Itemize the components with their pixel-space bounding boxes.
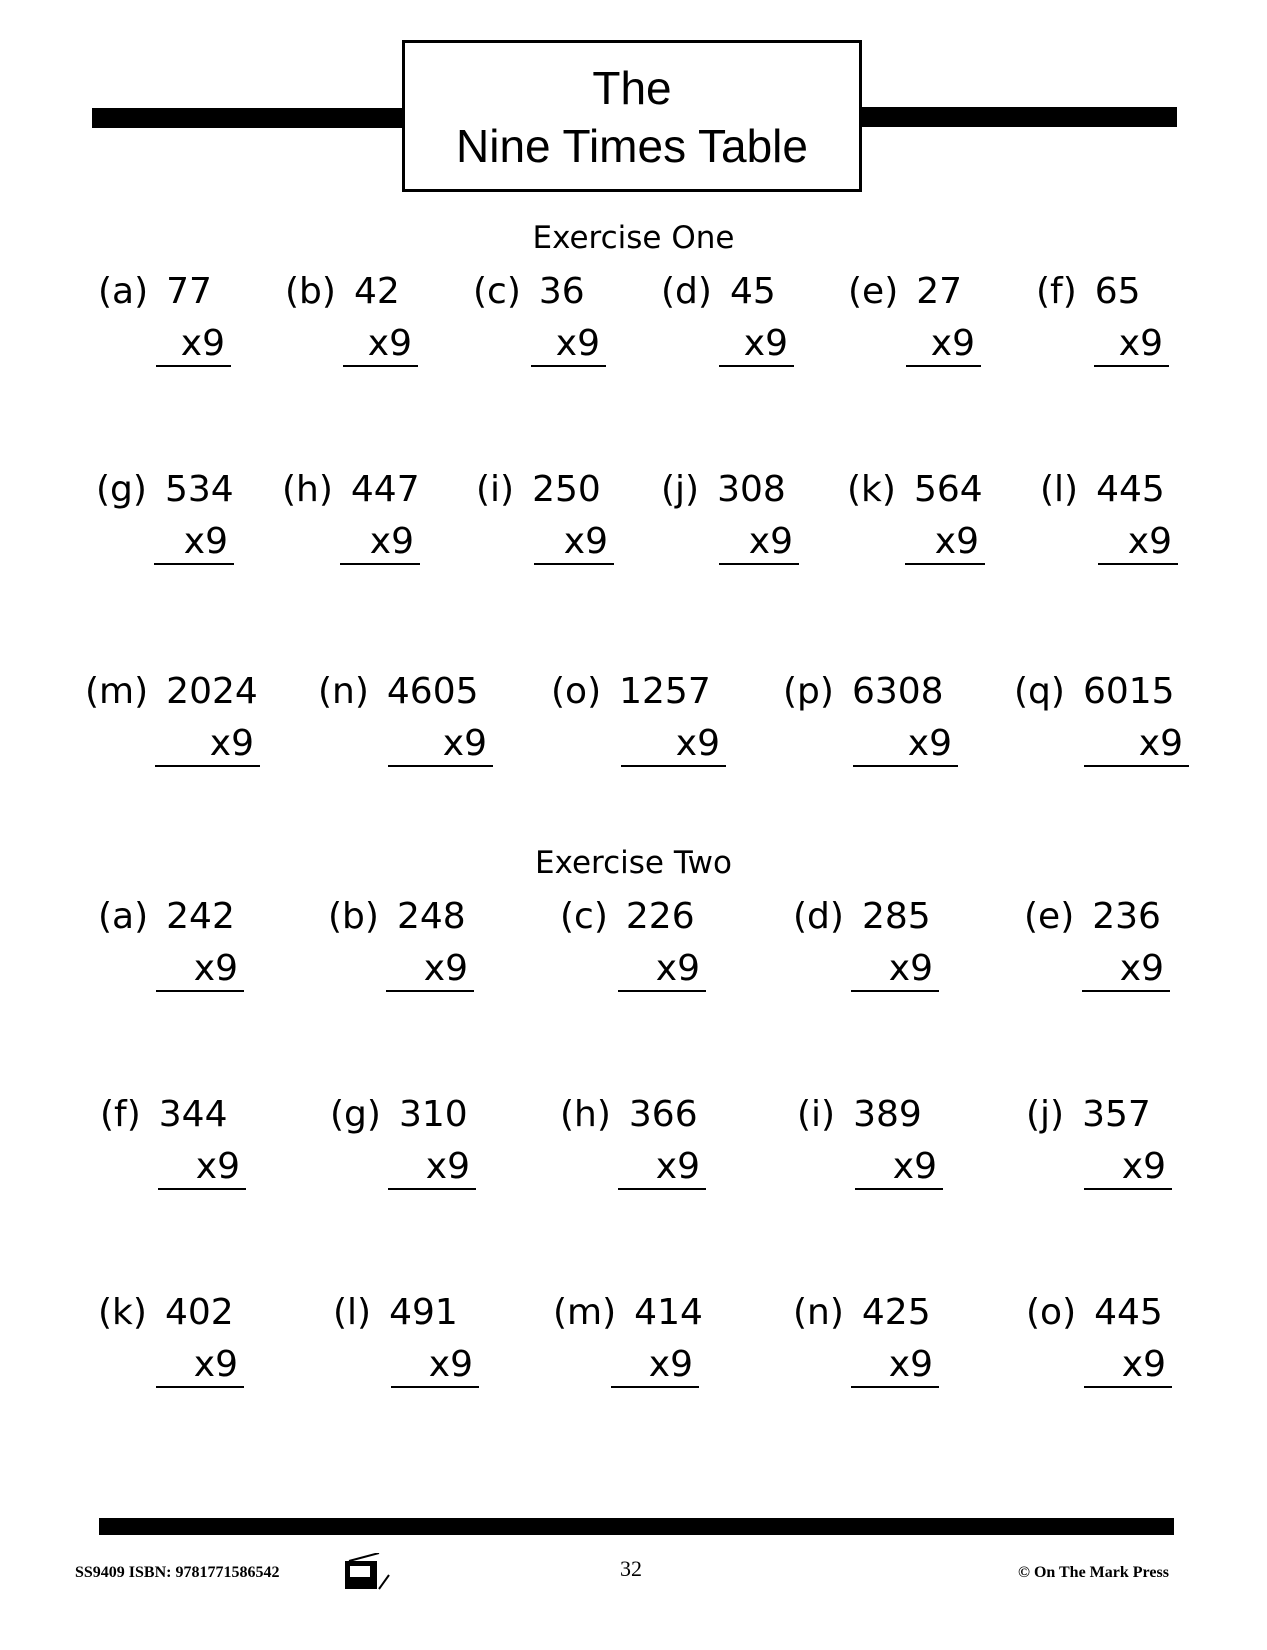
problem-label: (m) bbox=[553, 1292, 617, 1333]
problem-number: 226 bbox=[625, 896, 695, 937]
title-line-2: Nine Times Table bbox=[456, 120, 808, 172]
problem-number: 445 bbox=[1096, 469, 1165, 510]
problem-label: (g) bbox=[330, 1094, 381, 1135]
problem bbox=[85, 671, 258, 771]
problem-multiplier: x9 bbox=[621, 723, 726, 767]
problem-multiplier: x9 bbox=[719, 521, 799, 565]
problem-label: (l) bbox=[1040, 469, 1079, 510]
problem bbox=[1040, 469, 1200, 569]
problem bbox=[1026, 1094, 1186, 1194]
problem bbox=[1014, 671, 1183, 771]
problem-number: 236 bbox=[1092, 896, 1161, 937]
problem-number: 77 bbox=[166, 271, 212, 312]
problem-label: (e) bbox=[848, 271, 899, 312]
problem-label: (i) bbox=[797, 1094, 836, 1135]
problem-number: 491 bbox=[389, 1292, 458, 1333]
problem-multiplier: x9 bbox=[1084, 723, 1189, 767]
problem-number: 45 bbox=[729, 271, 776, 312]
problem bbox=[783, 671, 952, 771]
problem-label: (q) bbox=[1014, 671, 1065, 712]
problem-number: 42 bbox=[353, 271, 400, 312]
problem-multiplier: x9 bbox=[905, 521, 985, 565]
problem-multiplier: x9 bbox=[851, 948, 939, 992]
problem-label: (f) bbox=[100, 1094, 141, 1135]
exercise-one-heading: Exercise One bbox=[532, 220, 735, 256]
problem-number: 447 bbox=[350, 469, 420, 510]
problem-multiplier: x9 bbox=[156, 1344, 244, 1388]
problem bbox=[330, 1094, 490, 1194]
page-number: 32 bbox=[620, 1556, 642, 1581]
problem-number: 248 bbox=[396, 896, 466, 937]
problem bbox=[1036, 271, 1196, 371]
problem-multiplier: x9 bbox=[618, 948, 706, 992]
problem bbox=[793, 1292, 953, 1392]
problem-label: (k) bbox=[98, 1292, 147, 1333]
problem-number: 285 bbox=[861, 896, 931, 937]
problem bbox=[328, 896, 488, 996]
problem-multiplier: x9 bbox=[1082, 948, 1170, 992]
problem bbox=[318, 671, 487, 771]
problem-multiplier: x9 bbox=[340, 521, 420, 565]
problem-multiplier: x9 bbox=[534, 521, 614, 565]
problem bbox=[661, 271, 821, 371]
problem-label: (n) bbox=[318, 671, 369, 712]
problem-label: (j) bbox=[1026, 1094, 1065, 1135]
footer-bar bbox=[99, 1518, 1174, 1535]
problem-label: (o) bbox=[1026, 1292, 1077, 1333]
problem-label: (n) bbox=[793, 1292, 844, 1333]
problem-number: 1257 bbox=[619, 671, 711, 712]
problem-label: (b) bbox=[285, 271, 336, 312]
problem-number: 308 bbox=[717, 469, 786, 510]
problem-multiplier: x9 bbox=[906, 323, 981, 367]
footer-copyright: © On The Mark Press bbox=[1018, 1564, 1169, 1581]
problem-multiplier: x9 bbox=[1084, 1146, 1172, 1190]
problem-label: (h) bbox=[282, 469, 333, 510]
problem bbox=[98, 271, 258, 371]
problem-multiplier: x9 bbox=[386, 948, 474, 992]
problem-label: (h) bbox=[560, 1094, 611, 1135]
problem bbox=[282, 469, 442, 569]
problem bbox=[96, 469, 256, 569]
problem-multiplier: x9 bbox=[156, 323, 231, 367]
problem-label: (p) bbox=[783, 671, 834, 712]
problem-multiplier: x9 bbox=[388, 723, 493, 767]
problem bbox=[333, 1292, 493, 1392]
problem-number: 445 bbox=[1094, 1292, 1163, 1333]
problem-number: 402 bbox=[164, 1292, 234, 1333]
problem bbox=[1026, 1292, 1186, 1392]
problem-multiplier: x9 bbox=[391, 1344, 479, 1388]
title-bar-left bbox=[92, 108, 404, 128]
problem-number: 6308 bbox=[851, 671, 944, 712]
problem-number: 310 bbox=[398, 1094, 468, 1135]
problem-number: 65 bbox=[1094, 271, 1141, 312]
title-line-1: The bbox=[592, 62, 672, 114]
problem-multiplier: x9 bbox=[851, 1344, 939, 1388]
problem-number: 6015 bbox=[1082, 671, 1175, 712]
problem-multiplier: x9 bbox=[155, 723, 260, 767]
problem-multiplier: x9 bbox=[611, 1344, 699, 1388]
problem bbox=[560, 1094, 720, 1194]
problem bbox=[473, 271, 633, 371]
problem-multiplier: x9 bbox=[1094, 323, 1169, 367]
problem-label: (o) bbox=[551, 671, 602, 712]
problem-label: (j) bbox=[661, 469, 700, 510]
footer-code-isbn: SS9409 ISBN: 9781771586542 bbox=[75, 1564, 280, 1581]
exercise-two-heading: Exercise Two bbox=[535, 845, 732, 881]
problem bbox=[793, 896, 953, 996]
problem-number: 250 bbox=[532, 469, 601, 510]
problem bbox=[661, 469, 821, 569]
problem-multiplier: x9 bbox=[853, 723, 958, 767]
problem-multiplier: x9 bbox=[156, 948, 244, 992]
book-icon bbox=[345, 1553, 405, 1591]
problem-label: (d) bbox=[661, 271, 712, 312]
problem-number: 2024 bbox=[166, 671, 258, 712]
problem-label: (a) bbox=[98, 896, 149, 937]
problem bbox=[1024, 896, 1184, 996]
problem-number: 357 bbox=[1082, 1094, 1151, 1135]
problem-label: (d) bbox=[793, 896, 844, 937]
problem bbox=[98, 896, 258, 996]
problem-number: 414 bbox=[634, 1292, 703, 1333]
problem-label: (l) bbox=[333, 1292, 372, 1333]
problem-number: 242 bbox=[166, 896, 235, 937]
problem-label: (a) bbox=[98, 271, 149, 312]
problem-multiplier: x9 bbox=[618, 1146, 706, 1190]
problem-number: 366 bbox=[628, 1094, 698, 1135]
problem bbox=[285, 271, 445, 371]
problem-label: (f) bbox=[1036, 271, 1077, 312]
problem-number: 4605 bbox=[386, 671, 479, 712]
problem-number: 27 bbox=[916, 271, 963, 312]
problem-label: (g) bbox=[96, 469, 147, 510]
problem-number: 425 bbox=[861, 1292, 931, 1333]
problem-multiplier: x9 bbox=[1084, 1344, 1172, 1388]
problem-multiplier: x9 bbox=[343, 323, 418, 367]
title-bar-right bbox=[860, 107, 1177, 127]
problem-multiplier: x9 bbox=[855, 1146, 943, 1190]
problem bbox=[848, 271, 1008, 371]
page-title bbox=[402, 40, 862, 192]
problem-label: (e) bbox=[1024, 896, 1075, 937]
problem-number: 534 bbox=[164, 469, 234, 510]
problem bbox=[553, 1292, 713, 1392]
problem-label: (k) bbox=[847, 469, 896, 510]
problem-number: 389 bbox=[853, 1094, 922, 1135]
problem-multiplier: x9 bbox=[154, 521, 234, 565]
problem-label: (i) bbox=[476, 469, 515, 510]
problem-label: (m) bbox=[85, 671, 149, 712]
problem bbox=[551, 671, 720, 771]
problem bbox=[98, 1292, 258, 1392]
problem-label: (b) bbox=[328, 896, 379, 937]
problem bbox=[100, 1094, 260, 1194]
problem bbox=[560, 896, 720, 996]
problem-label: (c) bbox=[473, 271, 521, 312]
problem-number: 36 bbox=[538, 271, 585, 312]
problem-multiplier: x9 bbox=[1098, 521, 1178, 565]
problem-multiplier: x9 bbox=[158, 1146, 246, 1190]
problem bbox=[847, 469, 1007, 569]
problem-number: 344 bbox=[158, 1094, 228, 1135]
problem-multiplier: x9 bbox=[388, 1146, 476, 1190]
problem-multiplier: x9 bbox=[531, 323, 606, 367]
problem bbox=[476, 469, 636, 569]
problem bbox=[797, 1094, 957, 1194]
problem-label: (c) bbox=[560, 896, 608, 937]
problem-number: 564 bbox=[913, 469, 983, 510]
problem-multiplier: x9 bbox=[719, 323, 794, 367]
